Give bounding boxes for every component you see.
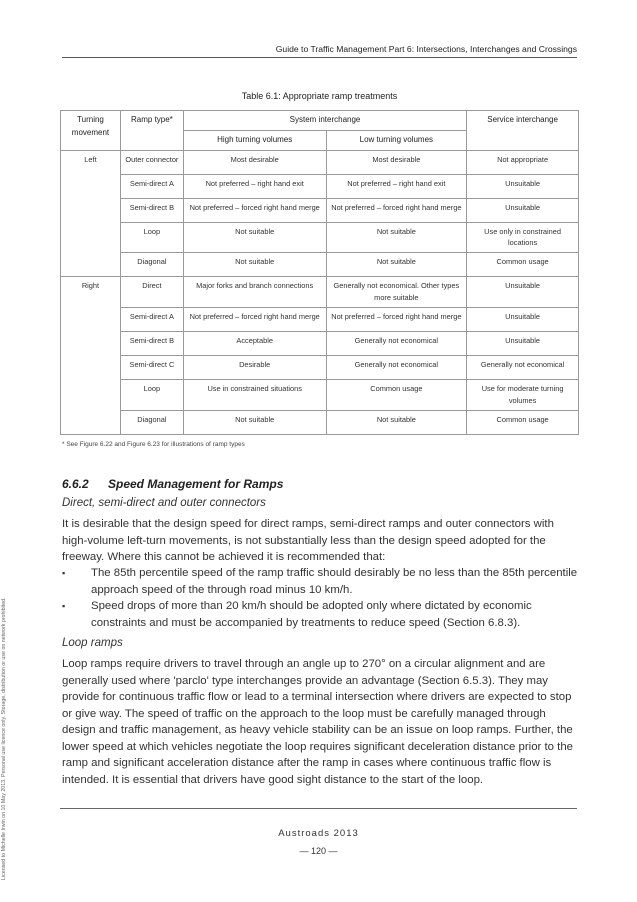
table-cell: Unsuitable	[467, 307, 579, 331]
licence-watermark: Licensed to Michelle Irwin on 10 May 2013. Personal use licence only. Storage, distribution or use on network prohibited.	[1, 597, 7, 880]
bullet-item	[62, 598, 578, 631]
table-row	[61, 253, 579, 277]
table-cell: Not preferred – right hand exit	[183, 174, 326, 198]
turning-movement-cell: Left	[61, 150, 121, 277]
bullet-text: The 85th percentile speed of the ramp traffic should desirably be no less than the 85th percentile approach speed of the through road minus 10 km/h.	[91, 567, 578, 596]
running-header: Guide to Traffic Management Part 6: Intersections, Interchanges and Crossings	[62, 44, 577, 58]
table-row	[61, 331, 579, 355]
table-cell: Not preferred – right hand exit	[326, 174, 467, 198]
table-cell: Common usage	[326, 379, 467, 410]
table-cell: Not preferred – forced right hand merge	[183, 307, 326, 331]
ramp-type-cell: Semi-direct A	[120, 174, 183, 198]
table-cell: Common usage	[467, 410, 579, 434]
table-cell: Unsuitable	[467, 277, 579, 308]
paragraph-loop-ramps: Loop ramps require drivers to travel through an angle up to 270° on a circular alignment and are generally used where 'parclo' type interchanges provide an advantage (Section 6.5.3). They may provide for continuous traffic flow or lead to a terminal intersection where drivers are expected to stop or give way. The speed of traffic on the approach to the loop must be carefully managed through design and traffic management, as heavy vehicle stability can be an issue on loop ramps. Further, the lower speed at which vehicles negotiate the loop requires significant deceleration distance prior to the ramp and significant acceleration distance after the ramp in cases where continuous traffic flow is intended. It is essential that drivers have good sight distance to the start of the loop.	[62, 658, 573, 786]
ramp-type-cell: Diagonal	[120, 253, 183, 277]
bullet-item	[62, 565, 578, 598]
table-cell: Generally not economical	[326, 331, 467, 355]
table-row	[61, 379, 579, 410]
table-cell: Desirable	[183, 355, 326, 379]
table-cell: Use in constrained situations	[183, 379, 326, 410]
header-ramp-type: Ramp type*	[120, 111, 183, 151]
ramp-type-cell: Semi-direct A	[120, 307, 183, 331]
footer-organisation: Austroads 2013	[278, 828, 359, 839]
table-row	[61, 277, 579, 308]
header-low-volumes: Low turning volumes	[326, 130, 467, 150]
ramp-type-cell: Semi-direct B	[120, 198, 183, 222]
table-cell: Not suitable	[326, 222, 467, 253]
header-high-volumes: High turning volumes	[183, 130, 326, 150]
table-cell: Not appropriate	[467, 150, 579, 174]
paragraph-connectors: It is desirable that the design speed for direct ramps, semi-direct ramps and outer connectors with high-volume left-turn movements, is not substantially less than the design speed adopted for the freeway. Where this cannot be achieved it is recommended that:	[62, 518, 554, 563]
table-cell: Generally not economical	[326, 355, 467, 379]
section-number: 6.6.2	[62, 477, 89, 491]
table-cell: Unsuitable	[467, 331, 579, 355]
table-row	[61, 307, 579, 331]
table-cell: Not suitable	[326, 253, 467, 277]
subhead-connectors: Direct, semi-direct and outer connectors	[62, 497, 266, 509]
ramp-treatments-table	[60, 110, 579, 435]
bullet-text: Speed drops of more than 20 km/h should be adopted only where dictated by economic constraints and must be accompanied by treatments to reduce speed (Section 6.8.3).	[91, 600, 532, 629]
table-cell: Not preferred – forced right hand merge	[326, 307, 467, 331]
table-cell: Most desirable	[183, 150, 326, 174]
table-cell: Unsuitable	[467, 174, 579, 198]
ramp-type-cell: Semi-direct B	[120, 331, 183, 355]
table-cell: Common usage	[467, 253, 579, 277]
table-cell: Major forks and branch connections	[183, 277, 326, 308]
header-service-interchange: Service interchange	[467, 111, 579, 151]
table-cell: Generally not economical	[467, 355, 579, 379]
table-cell: Acceptable	[183, 331, 326, 355]
footer-rule	[60, 808, 577, 809]
table-row	[61, 410, 579, 434]
table-cell: Unsuitable	[467, 198, 579, 222]
section-title-text: Speed Management for Ramps	[108, 477, 284, 491]
ramp-type-cell: Diagonal	[120, 410, 183, 434]
table-cell: Not suitable	[183, 222, 326, 253]
table-cell: Not suitable	[326, 410, 467, 434]
subhead-loop-ramps: Loop ramps	[62, 637, 123, 649]
turning-movement-cell: Right	[61, 277, 121, 434]
table-title: Table 6.1: Appropriate ramp treatments	[241, 91, 398, 101]
table-cell: Use for moderate turning volumes	[467, 379, 579, 410]
table-cell: Not preferred – forced right hand merge	[326, 198, 467, 222]
table-cell: Not suitable	[183, 253, 326, 277]
table-row	[61, 174, 579, 198]
table-footnote: * See Figure 6.22 and Figure 6.23 for illustrations of ramp types	[62, 441, 245, 448]
table-row	[61, 355, 579, 379]
table-cell: Not preferred – forced right hand merge	[183, 198, 326, 222]
page-number: — 120 —	[299, 846, 338, 856]
table-cell: Most desirable	[326, 150, 467, 174]
ramp-type-cell: Loop	[120, 379, 183, 410]
table-cell: Use only in constrained locations	[467, 222, 579, 253]
ramp-type-cell: Outer connector	[120, 150, 183, 174]
bullet-mark: ▪	[62, 601, 66, 611]
header-turning-movement: Turning movement	[61, 111, 121, 151]
header-system-interchange: System interchange	[183, 111, 466, 131]
bullet-mark: ▪	[62, 568, 66, 578]
ramp-type-cell: Loop	[120, 222, 183, 253]
table-row	[61, 150, 579, 174]
table-row	[61, 198, 579, 222]
ramp-type-cell: Direct	[120, 277, 183, 308]
table-cell: Not suitable	[183, 410, 326, 434]
section-heading	[62, 477, 283, 491]
table-row	[61, 222, 579, 253]
ramp-type-cell: Semi-direct C	[120, 355, 183, 379]
table-cell: Generally not economical. Other types more suitable	[326, 277, 467, 308]
